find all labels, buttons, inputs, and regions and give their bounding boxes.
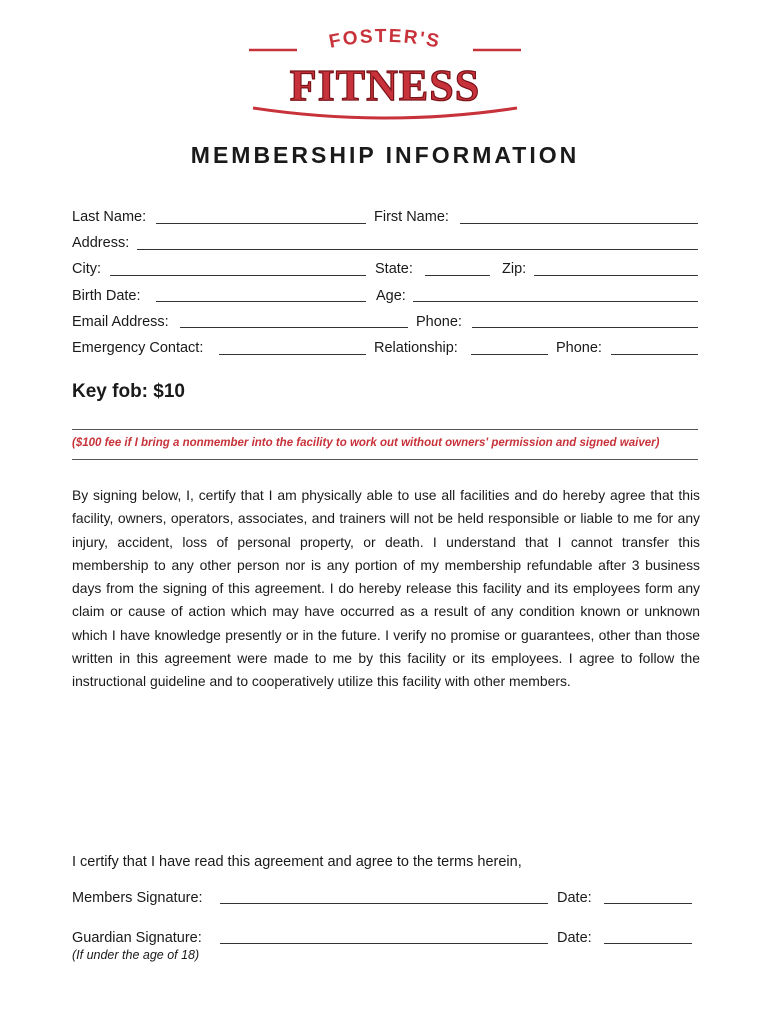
birth-date-field[interactable] [156, 301, 366, 302]
emergency-phone-label: Phone: [556, 340, 602, 356]
key-fob-price: Key fob: $10 [72, 381, 185, 402]
fosters-fitness-logo [247, 28, 523, 120]
first-name-field[interactable] [460, 223, 698, 224]
svg-text:FITNESS: FITNESS [289, 61, 481, 110]
state-field[interactable] [425, 275, 490, 276]
phone-label: Phone: [416, 314, 462, 330]
birth-date-label: Birth Date: [72, 288, 141, 304]
date-label: Date: [557, 890, 592, 906]
fee-note: ($100 fee if I bring a nonmember into the facility to work out without owners' permission and signed waiver) [72, 437, 660, 449]
guardian-signature-field[interactable] [220, 943, 548, 944]
zip-field[interactable] [534, 275, 698, 276]
emergency-contact-label: Emergency Contact: [72, 340, 204, 356]
divider-top [72, 429, 698, 430]
last-name-label: Last Name: [72, 209, 147, 225]
address-field[interactable] [137, 249, 698, 250]
email-field[interactable] [180, 327, 408, 328]
guardian-date-label: Date: [557, 930, 592, 946]
relationship-field[interactable] [471, 354, 548, 355]
state-label: State: [375, 261, 413, 277]
emergency-phone-field[interactable] [611, 354, 698, 355]
relationship-label: Relationship: [374, 340, 458, 356]
guardian-date-field[interactable] [604, 943, 692, 944]
zip-label: Zip: [502, 261, 527, 277]
emergency-contact-field[interactable] [219, 354, 366, 355]
age-label: Age: [376, 288, 406, 304]
guardian-signature-label: Guardian Signature: [72, 930, 202, 946]
form-title: MEMBERSHIP INFORMATION [190, 142, 580, 168]
members-signature-label: Members Signature: [72, 890, 203, 906]
under-age-note: (If under the age of 18) [72, 948, 200, 962]
certify-statement: I certify that I have read this agreement and agree to the terms herein, [72, 854, 522, 870]
last-name-field[interactable] [156, 223, 366, 224]
address-label: Address: [72, 235, 130, 251]
phone-field[interactable] [472, 327, 698, 328]
svg-text:FOSTER'S: FOSTER'S [327, 28, 443, 53]
agreement-text: By signing below, I, certify that I am physically able to use all facilities and do hereby agree that this facility, owners, operators, associates, and trainers will not be held responsible or liable to me for any injury, accident, loss of personal property, or death. I understand that I cannot transfer this membership to any other person nor is any portion of my membership refundable after 3 business days from the signing of this agreement. I do hereby release this facility and its employees form any claim or cause of action which may have occurred as a result of any condition known or unknown which I have knowledge presently or in the future. I verify no promise or guarantees, other than those written in this agreement were made to me by this facility or its employees. I agree to follow the instructional guideline and to cooperatively utilize this facility with other members. [72, 487, 700, 690]
city-label: City: [72, 261, 101, 277]
email-label: Email Address: [72, 314, 169, 330]
age-field[interactable] [413, 301, 698, 302]
first-name-label: First Name: [374, 209, 449, 225]
members-signature-field[interactable] [220, 903, 548, 904]
date-field[interactable] [604, 903, 692, 904]
divider-bottom [72, 459, 698, 460]
city-field[interactable] [110, 275, 366, 276]
